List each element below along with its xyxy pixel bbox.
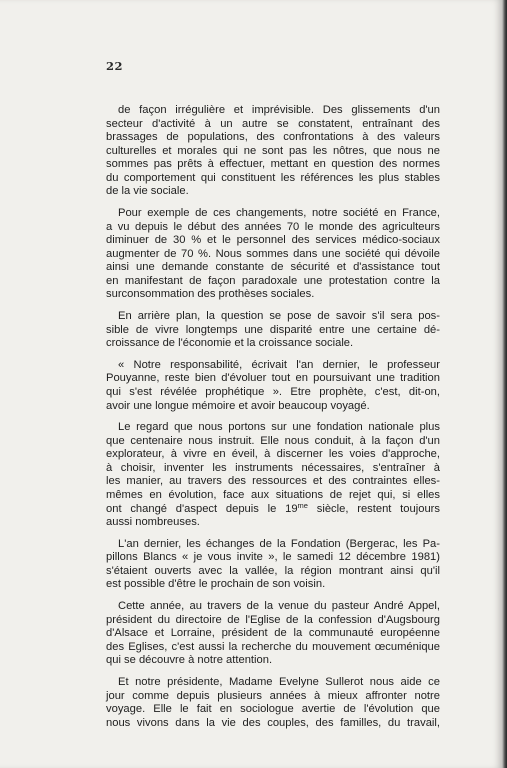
text-line: brassages de populations, des confrontations à des valeurs [106,131,440,144]
text-line: qui s'est révélée prophétique ». Etre prophète, c'est, dit-on, [106,385,440,398]
paragraph-1 [106,104,440,199]
paragraph-5 [106,421,440,529]
text-line: que centenaire nous instruit. Elle nous conduit, à la façon d'un [106,434,440,447]
text-line: Pouyanne, reste bien d'évoluer tout en poursuivant une tradition [106,372,440,385]
text-line: secteur d'activité à un autre se constatent, entraînant des [106,117,440,130]
text-line: jour comme depuis plusieurs années à mieux affronter notre [106,689,440,702]
text-line: qui se découvre à notre attention. [106,654,273,667]
text-line: culturelles et morales qui ne sont pas les nôtres, que nous ne [106,144,440,157]
text-line: ainsi une demande constante de sécurité et d'assistance tout [106,261,440,274]
text-line: augmenter de 70 %. Nous sommes dans une société qui dévoile [106,247,440,260]
text-line: En arrière plan, la question se pose de savoir s'il sera pos- [118,310,440,323]
text-line: a vu depuis le début des années 70 le monde des agriculteurs [106,220,440,233]
text-line: s'étaient ouverts avec la vallée, la région montrant ainsi qu'il [106,564,440,577]
text-line: voyage. Elle le fait en sociologue avertie de l'évolution que [106,703,440,716]
text-line: est possible d'être le prochain de son voisin. [106,578,326,591]
text-line: aussi nombreuses. [106,516,200,529]
text-line: à choisir, inventer les instruments nécessaires, s'entraîner à [106,461,440,474]
paragraph-3 [106,310,440,351]
paragraph-7 [106,600,440,668]
text-line: sible de vivre longtemps une disparité entre une certaine dé- [106,323,440,336]
text-line: L'an dernier, les échanges de la Fondation (Bergerac, les Pa- [118,537,440,550]
body-text [106,104,440,738]
text-line: nous vivons dans la vie des couples, des familles, du travail, [106,716,440,729]
text-line: avoir une longue mémoire et avoir beaucoup voyagé. [106,399,370,412]
text-line: du comportement qui constituent les références les plus stables [106,171,440,184]
page-number: 22 [106,59,124,73]
text-line: sommes pas prêts à effectuer, mettant en question des normes [106,158,440,171]
page-edge-shadow [502,0,507,768]
text-line: Et notre présidente, Madame Evelyne Sullerot nous aide ce [118,676,440,689]
text-line: de façon irrégulière et imprévisible. Des glissements d'un [118,104,440,116]
text-line: croissance de l'économie et la croissance sociale. [106,337,354,350]
text-line: président du directoire de l'Eglise de la confession d'Augsbourg [106,613,440,626]
text-line: de la vie sociale. [106,185,189,198]
text-line: « Notre responsabilité, écrivait l'an dernier, le professeur [118,358,440,371]
text-line: ont changé d'aspect depuis le $19^{me}$ siècle, restent toujours [106,500,440,515]
text-line: explorateur, à vivre en éveil, à discerner les voies d'approche, [106,448,440,461]
text-line: mêmes en évolution, face aux situations de rejet qui, si elles [106,488,440,501]
text-line: Le regard que nous portons sur une fondation nationale plus [118,421,440,434]
text-line: pillons Blancs « je vous invite », le samedi 12 décembre 1981) [106,551,440,564]
paragraph-6 [106,538,440,592]
text-line: Cette année, au travers de la venue du pasteur André Appel, [118,600,440,613]
text-line: les manier, au travers des ressources et des contraintes elles- [106,475,440,488]
paragraph-2 [106,207,440,302]
text-line: des Eglises, c'est aussi la recherche du mouvement œcuménique [106,640,440,653]
text-line: d'Alsace et Lorraine, président de la communauté européenne [106,627,440,640]
text-line: Pour exemple de ces changements, notre société en France, [118,207,440,220]
text-line: surconsommation des prothèses sociales. [106,288,315,301]
paragraph-8 [106,676,440,730]
text-line: en manifestant de façon paradoxale une protestation contre la [106,274,440,287]
paragraph-4 [106,359,440,413]
text-line: diminuer de 30 % et le personnel des services médico-sociaux [106,234,440,247]
